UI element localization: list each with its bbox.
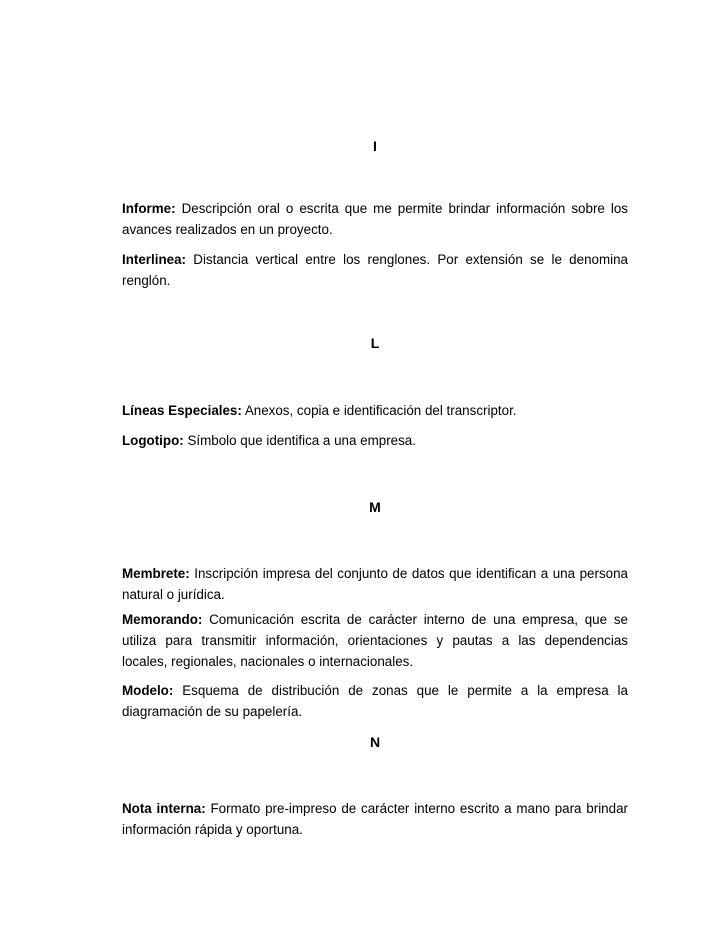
section-letter-n: N	[369, 734, 381, 750]
section-letter-l: L	[370, 335, 380, 351]
entry-definition: Esquema de distribución de zonas que le permite a la empresa la diagramación de su papelería.	[122, 683, 628, 719]
entry-term: Memorando:	[122, 612, 203, 627]
entry-term: Informe:	[122, 201, 176, 216]
glossary-entry-nota-interna	[122, 798, 628, 840]
entry-definition: Anexos, copia e identificación del transcriptor.	[244, 403, 517, 418]
glossary-entry-logotipo	[122, 430, 628, 451]
glossary-entry-interlinea	[122, 249, 628, 291]
entry-term: Interlinea:	[122, 252, 186, 267]
entry-term: Logotipo:	[122, 433, 184, 448]
glossary-entry-modelo	[122, 680, 628, 722]
entry-definition: Inscripción impresa del conjunto de datos que identifican a una persona natural o jurídica.	[122, 566, 628, 602]
section-letter-i: I	[373, 138, 377, 154]
glossary-entry-informe	[122, 198, 628, 240]
entry-term: Líneas Especiales:	[122, 403, 242, 418]
glossary-entry-memorando	[122, 609, 628, 672]
entry-definition: Distancia vertical entre los renglones. Por extensión se le denomina renglón.	[122, 252, 628, 288]
entry-definition: Comunicación escrita de carácter interno de una empresa, que se utiliza para transmitir información, orientaciones y pautas a las dependencias locales, regionales, nacionales o internacionales.	[122, 612, 628, 669]
entry-term: Nota interna:	[122, 801, 206, 816]
glossary-entry-membrete	[122, 563, 628, 605]
glossary-entry-lineas-especiales	[122, 400, 628, 421]
entry-term: Modelo:	[122, 683, 174, 698]
entry-definition: Formato pre-impreso de carácter interno escrito a mano para brindar información rápida y oportuna.	[122, 801, 628, 837]
section-letter-m: M	[369, 499, 381, 515]
entry-definition: Descripción oral o escrita que me permite brindar información sobre los avances realizados en un proyecto.	[122, 201, 628, 237]
entry-term: Membrete:	[122, 566, 190, 581]
entry-definition: Símbolo que identifica a una empresa.	[187, 433, 416, 448]
